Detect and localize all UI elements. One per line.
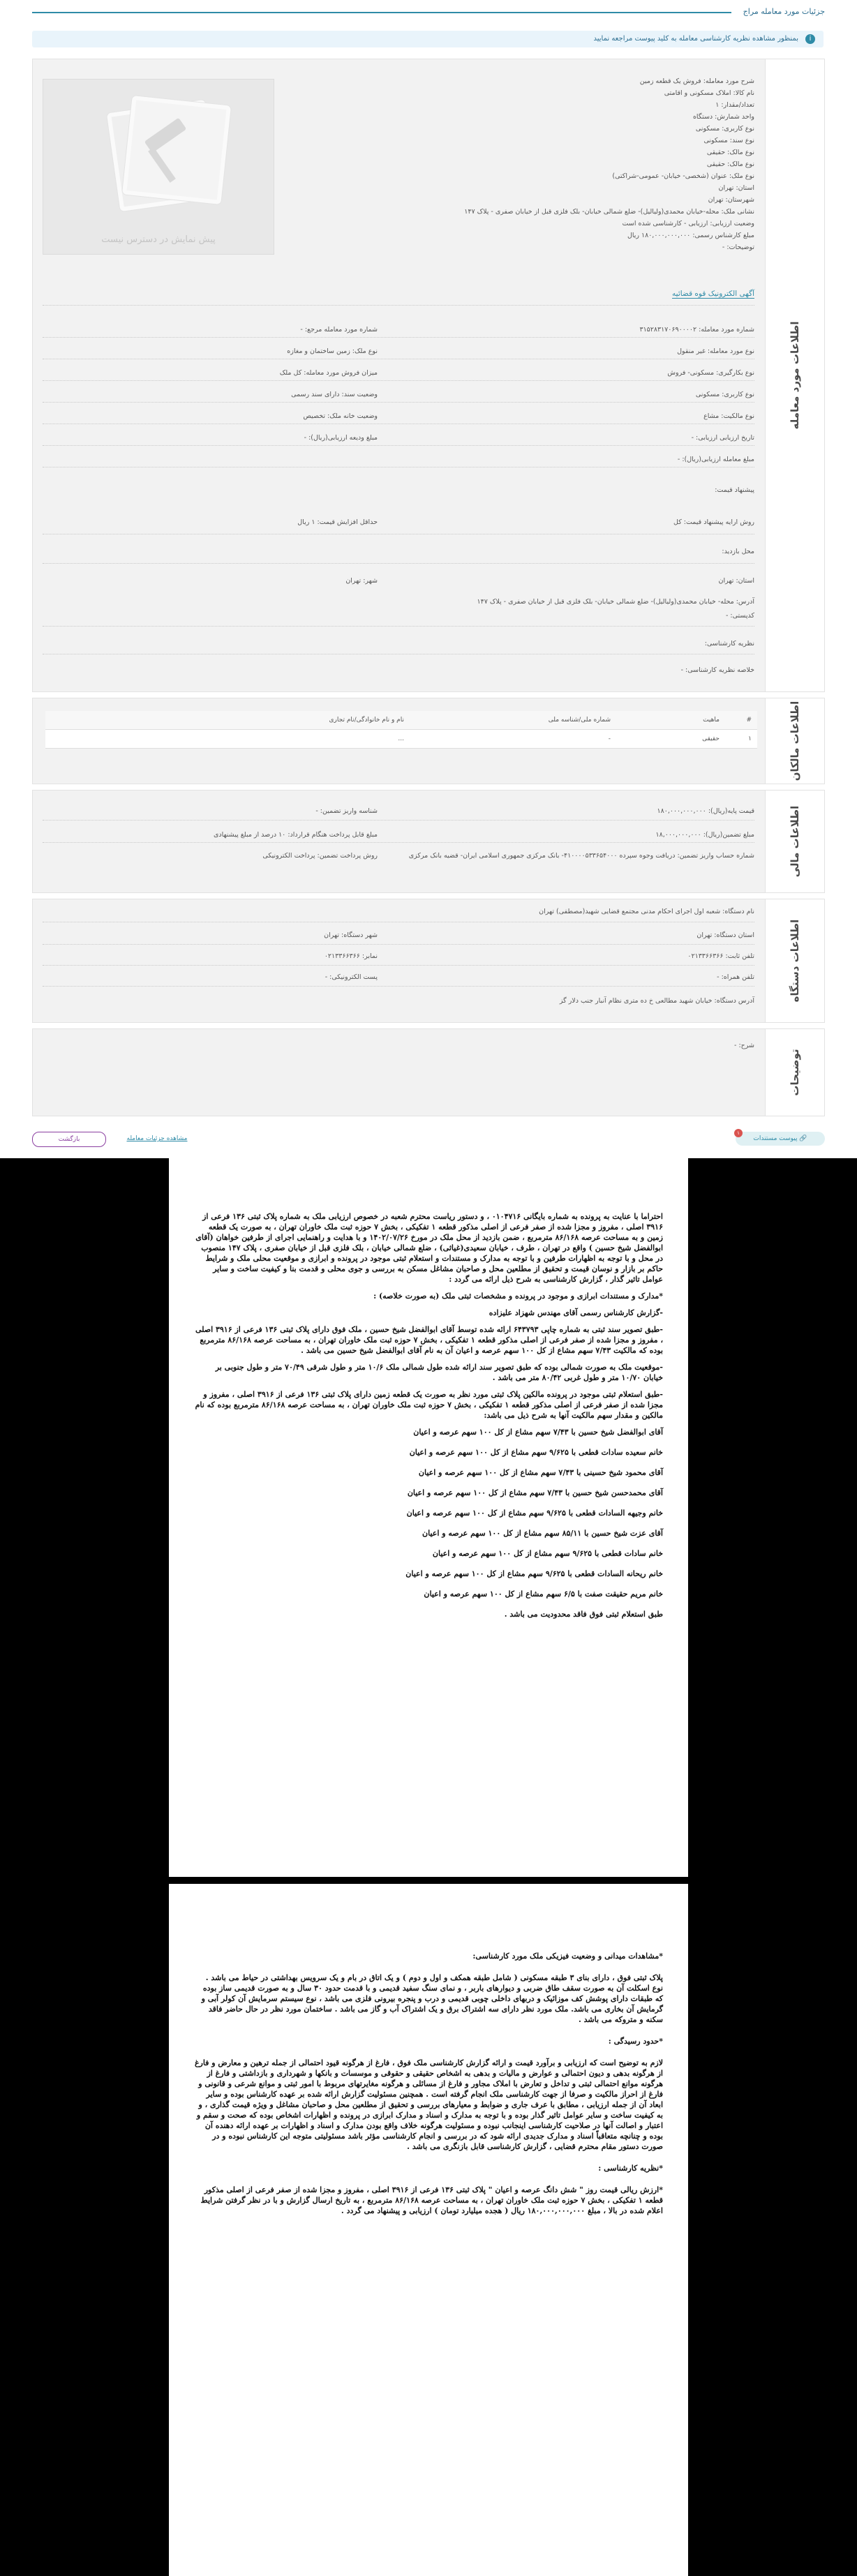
doc-heading: *مشاهدات میدانی و وضعیت فیزیکی ملک مورد کارشناسی: <box>472 1952 663 1961</box>
right-field: شماره مورد معامله: ۳۱۵۲۸۳۱۷۰۶۹۰۰۰۰۲ <box>639 326 754 334</box>
section-owners-label: اطلاعات مالکان <box>789 701 801 781</box>
section-notes-label: توضیحات <box>789 1049 801 1096</box>
section-agency-label: اطلاعات دستگاه <box>789 919 801 1003</box>
deal-line: مبلغ کارشناس رسمی: ۱۸۰,۰۰۰,۰۰۰,۰۰۰ ریال <box>627 232 754 239</box>
doc-paragraph: -طبق استعلام ثبتی موجود در پرونده مالکین پلاک ثبتی مورد نظر به صورت یک قطعه زمین دارای پلاک ثبتی ۱۳۶ فرعی از ۳۹۱۶ اصلی ، مفروز و مجزا شده از صفر فرعی از اصلی مذکور قطعه ۱ تفکیکی ، بخش ۷ حوزه ثبت ملک خاوران تهران ، به مساحت عرصه ۸۶/۱۶۸ مترمربع بوده که نام مالکین و مقدار سهم مالکیت آنها به شرح ذیل می باشد: <box>195 1390 663 1420</box>
document-viewer[interactable] <box>0 1158 857 2576</box>
agency-fax: نمابر: ۰۲۱۳۳۶۶۳۶۶ <box>324 952 378 960</box>
cell: حقیقی <box>616 730 725 749</box>
col-type: ماهیت <box>616 711 725 730</box>
section-financial-label: اطلاعات مالی <box>789 805 801 878</box>
doc-heading: *نظریه کارشناسی : <box>598 2164 663 2173</box>
divider <box>43 563 754 564</box>
divider <box>43 534 754 535</box>
section-deal-info <box>32 59 825 692</box>
offer-increase: حداقل افزایش قیمت: ۱ ریال <box>297 518 378 526</box>
attachments-button[interactable] <box>736 1132 825 1146</box>
offer-title: پیشنهاد قیمت: <box>715 486 754 494</box>
title-underline <box>32 12 731 13</box>
deposit-id: شناسه واریز تضمین: - <box>315 807 378 815</box>
location-title: محل بازدید: <box>722 548 754 555</box>
info-icon: i <box>805 34 815 44</box>
location-city: شهر: تهران <box>345 577 378 585</box>
attachments-label: پیوست مستندات <box>753 1135 798 1142</box>
deal-line: نوع کاربری: مسکونی <box>695 125 754 133</box>
doc-owner-line: خانم وجیهه السادات قطعی با ۹/۶۲۵ سهم مشاع از کل ۱۰۰ سهم عرصه و اعیان <box>406 1508 663 1518</box>
agency-name: نام دستگاه: شعبه اول اجرای احکام مدنی مجتمع قضایی شهید(مصطفی) تهران <box>539 908 754 915</box>
doc-owner-line: طبق استعلام ثبتی فوق فاقد محدودیت می باشد . <box>504 1610 663 1619</box>
divider <box>43 986 754 987</box>
deal-line: توضیحات: - <box>722 244 754 251</box>
deal-line: واحد شمارش: دستگاه <box>692 113 754 121</box>
divider <box>43 820 754 821</box>
divider <box>43 402 754 403</box>
section-owners <box>32 698 825 784</box>
base-price: قیمت پایه(ریال): ۱۸۰,۰۰۰,۰۰۰,۰۰۰ <box>657 807 754 815</box>
deal-line: شهرستان: تهران <box>708 196 754 204</box>
doc-owner-line: آقای عزت شیخ حسین با ۸۵/۱۱ سهم مشاع از کل ۱۰۰ سهم عرصه و اعیان <box>422 1529 663 1538</box>
doc-paragraph: -موقعیت ملک به صورت شمالی بوده که طبق تصویر سند ارائه شده طول شمالی ملک ۱۰/۶ متر و طول شرقی ۷۰/۴۹ متر و طول جنوبی بر خیابان ۱۰/۷۰ متر و طول غربی ۸۰/۴۲ متر می باشد . <box>215 1363 663 1382</box>
document-page-1 <box>169 1158 688 1877</box>
contract-payment: مبلغ قابل پرداخت هنگام قرارداد: ۱۰ درصد از مبلغ پیشنهادی <box>213 831 378 839</box>
judiciary-ad-link[interactable]: آگهی الکترونیک قوه قضائیه <box>672 290 754 298</box>
deal-line: نوع سند: مسکونی <box>703 137 754 144</box>
divider <box>43 445 754 447</box>
notice-text: بمنظور مشاهده نظریه کارشناسی معامله به کلید پیوست مراجعه نمایید <box>593 35 798 43</box>
section-deal-info-label: اطلاعات مورد معامله <box>789 321 801 430</box>
expert-title: نظریه کارشناسی: <box>704 640 754 647</box>
action-bar <box>0 1130 857 1158</box>
left-field: شماره مورد معامله مرجع: - <box>300 326 378 334</box>
photo-caption: پیش نمایش در دسترس نیست <box>101 234 216 245</box>
page-title: جزئیات مورد معامله مراج <box>743 7 825 16</box>
table-row <box>45 730 757 749</box>
deal-line: وضعیت ارزیابی: ارزیابی - کارشناسی شده است <box>622 220 754 227</box>
deal-line: نوع مالک: حقیقی <box>706 160 754 168</box>
location-postal: کدپستی: - <box>725 612 754 620</box>
divider <box>43 424 754 425</box>
property-photo-placeholder <box>43 79 274 255</box>
doc-paragraph: احتراما با عنایت به پرونده به شماره بایگانی ۰۱۰۴۷۱۶ ، و دستور ریاست محترم شعبه در خصوص ارزیابی ملک به شماره پلاک ثبتی ۱۳۶ فرعی از ۳۹۱۶ اصلی ، مفروز و مجزا شده از صفر فرعی از اصلی مذکور قطعه ۱ تفکیکی ، بخش ۷ حوزه ثبت ملک خاوران تهران ، به صورت یک قطعه زمین و به مساحت عرصه ۸۶/۱۶۸ مترمربع ، ضمن بازدید از محل ملک در مورخ ۱۴۰۲/۰۷/۲۶ و با هدایت و راهنمایی اجرای از طرفین خواهان (آقای ابوالفضل شیخ حسین ) واقع در تهران ، طرف ، خیابان سعیدی(غیاثی) ، ضلع شمالی خیابان ، بلک فلزی قبل از خیابان صفری ، پلاک ۱۴۷ منصوب در محل و با توجه به اظهارات طرفین و با توجه به مدارک و مستندات و استعلام ثبتی موجود در پرونده و ابرازی و موقعیت محلی ملک و شرایط حاکم بر بازار و نوسان قیمت و تحقیق از مطلعین محل و صاحبان مشاغل مسکن به بررسی و جوی محلی و قدمت بنا و کیفیت ساخت و سایر عوامل تاثیر گذار ، گزارش کارشناسی به شرح ذیل ارائه می گردد : <box>195 1212 663 1284</box>
col-national-id: شماره ملی/شناسه ملی <box>410 711 616 730</box>
right-field: تاریخ ارزیابی ارزیابی: - <box>691 434 754 442</box>
doc-paragraph: -گزارش کارشناس رسمی آقای مهندس شهزاد علیزاده <box>489 1308 663 1317</box>
divider <box>43 380 754 382</box>
owners-table <box>45 711 757 749</box>
agency-email: پست الکترونیکی: - <box>325 973 378 981</box>
agency-mobile: تلفن همراه: - <box>717 973 754 981</box>
doc-owner-line: خانم مریم حقیقت صفت با ۶/۵ سهم مشاع از کل ۱۰۰ سهم عرصه و اعیان <box>424 1589 663 1598</box>
doc-paragraph: -طبق تصویر سند ثبتی به شماره چاپی ۶۴۳۷۹۳ ارائه شده توسط آقای ابوالفضل شیخ حسین ، ملک فوق دارای پلاک ثبتی ۱۳۶ فرعی از ۳۹۱۶ اصلی ، مفروز و مجزا شده از صفر فرعی از اصلی مذکور قطعه ۱ تفکیکی ، بخش ۷ حوزه ثبت ملک خاوران تهران ، به مساحت عرصه ۸۶/۱۶۸ مترمربع بوده که مالکیت ۷/۴۳ سهم مشاع از کل ۱۰۰ سهم عرصه و اعیان آن به نام آقای ابوالفضل شیخ حسین می باشد . <box>195 1325 663 1355</box>
document-page-2-text <box>194 1951 663 2222</box>
divider <box>43 842 754 844</box>
deal-line: نوع مالک: حقیقی <box>706 149 754 156</box>
section-agency-side <box>765 899 824 1022</box>
left-field: نوع ملک: زمین ساختمان و مغازه <box>287 347 378 355</box>
doc-owner-line: آقای محمود شیخ حسینی با ۷/۴۳ سهم مشاع از کل ۱۰۰ سهم عرصه و اعیان <box>418 1468 663 1477</box>
divider <box>43 654 754 655</box>
left-field: میزان فروش مورد معامله: کل ملک <box>279 369 378 377</box>
doc-owner-line: آقای ابوالفضل شیخ حسین با ۷/۴۳ سهم مشاع از کل ۱۰۰ سهم عرصه و اعیان <box>413 1428 663 1437</box>
document-page-1-text <box>194 1211 663 1626</box>
doc-owner-line: خانم سعیده سادات قطعی با ۹/۶۲۵ سهم مشاع از کل ۱۰۰ سهم عرصه و اعیان <box>409 1448 663 1457</box>
left-field: وضعیت سند: دارای سند رسمی <box>291 391 378 398</box>
deposit-amount: مبلغ تضمین(ریال): ۱۸,۰۰۰,۰۰۰,۰۰۰ <box>655 831 754 839</box>
section-deal-info-side <box>765 59 824 691</box>
cell: ... <box>45 730 410 749</box>
right-field: نوع مورد معامله: غیر منقول <box>677 347 754 355</box>
divider <box>43 305 754 306</box>
section-notes <box>32 1028 825 1116</box>
cell: - <box>410 730 616 749</box>
location-address: آدرس: محله- خیابان محمدی(ولیالیل)- ضلع شمالی خیابان- بلک فلزی قبل از خیابان صفری - پلاک ۱۴۷ <box>477 598 754 606</box>
agency-address: آدرس دستگاه: خیابان شهید مطالعی خ ده متری نظام آنبار جنب دلار گز <box>559 997 754 1005</box>
deal-line: تعداد/مقدار: ۱ <box>715 101 754 109</box>
attachments-badge: ۱ <box>734 1129 743 1137</box>
left-field: مبلغ ودیعه ارزیابی(ریال): - <box>304 434 378 442</box>
notice-banner <box>32 31 824 47</box>
doc-paragraph: *مدارک و مستندات ابرازی و موجود در پرونده و مشخصات ثبتی ملک (به صورت خلاصه) : <box>373 1291 663 1301</box>
doc-owner-line: آقای محمدحسن شیخ حسین با ۷/۴۳ سهم مشاع از کل ۱۰۰ سهم عرصه و اعیان <box>407 1488 663 1497</box>
cell: ۱ <box>725 730 757 749</box>
expert-summary: خلاصه نظریه کارشناسی: - <box>680 666 754 674</box>
deposit-account: شماره حساب واریز تضمین: دریافت وجوه سپرده ۴۱۰۰۰۰۵۳۳۶۵۴۰۰۰- بانک مرکزی جمهوری اسلامی ایران- قضیه بانک مرکزی <box>408 852 754 860</box>
document-icon <box>122 96 231 204</box>
divider <box>43 944 754 945</box>
left-field: وضعیت خانه ملک: تخصیص <box>303 412 378 420</box>
deal-line: نشانی ملک: محله-خیابان محمدی(ولیالیل)- ضلع شمالی خیابان- بلک فلزی قبل از خیابان صفری - پلاک ۱۴۷ <box>464 208 754 216</box>
divider <box>43 359 754 360</box>
agency-city: شهر دستگاه: تهران <box>324 931 378 939</box>
col-index: # <box>725 711 757 730</box>
section-owners-side <box>765 698 824 784</box>
offer-method: روش ارایه پیشنهاد قیمت: کل <box>673 518 754 526</box>
right-field: نوع بکارگیری: مسکونی- فروش <box>667 369 754 377</box>
section-agency <box>32 899 825 1023</box>
doc-paragraph: لازم به توضیح است که ارزیابی و برآورد قیمت و ارائه گزارش کارشناسی ملک فوق ، فارغ از هرگونه قیود احتمالی از جمله ترهین و معارض و فارغ از هرگونه بدهی و دیون احتمالی و عوارض و مالیات و بدهی به اشخاص حقیقی و حقوقی و موسسات و بانکها و شهرداری و بازداشتی و فارغ از هرگونه موانع احتمالی ثبتی و تداخل و تعارض با املاک مجاور و فارغ از مسائلی و هرگونه مغایرتهای مربوط با امور ثبتی و موانع شرعی و قانونی و فارغ از احراز مالکیت و صرفا از جهت کارشناسی ملک انجام گرفته است . همچنین مسئولیت گزارش ارائه شده بر عهده کارشناس بوده و سایر ابعاد آن از جمله ارزیابی ، مطابق با عرف جاری و ضوابط و معیارهای بررسی و تحقیق از مطلعین محل و صاحبان مشاغل و ویژه قیمت گذاری ، و به کیفیت ساخت و سایر عوامل تاثیر گذار بوده و با توجه به مدارک و اسناد و مدارک ابرازی در پرونده و اظهارات اشخاص بوده که صحت و سقم و اعتبار و اصالت آنها در صلاحیت کارشناسی اینجانب نبوده و مسئولیت هرگونه خلاف واقع بودن مدارک و اسناد و اظهارات بر عهده ارائه دهنده آن بوده و چنانچه متعاقباً اسناد و مدارک جدیدی ارائه شود که در بررسی و انجام کارشناسی مؤثر باشد مسئولیتی متوجه این کارشناس نبوده و در صورت دستور مقام محترم قضایی ، گزارش کارشناسی قابل بازنگری می باشد . <box>194 2058 663 2151</box>
deal-line: نام کالا: املاک مسکونی و اقامتی <box>664 89 754 97</box>
section-financial-side <box>765 791 824 892</box>
document-page-2 <box>169 1884 688 2576</box>
deal-line: استان: تهران <box>718 184 754 192</box>
right-field: نوع کاربری: مسکونی <box>695 391 754 398</box>
back-button[interactable]: بازگشت <box>32 1132 106 1147</box>
agency-phone: تلفن ثابت: ۰۲۱۳۳۶۶۳۶۶ <box>687 952 754 960</box>
doc-heading: *حدود رسیدگی : <box>608 2037 663 2046</box>
deal-line: نوع ملک: عنوان (شخصی- خیابان- عمومی-شراکتی) <box>612 172 754 180</box>
deal-line: شرح مورد معامله: فروش یک قطعه زمین <box>639 77 754 85</box>
right-field: مبلغ معامله ارزیابی(ریال): - <box>677 456 754 463</box>
col-name: نام و نام خانوادگی/نام تجاری <box>45 711 410 730</box>
view-deal-details-link[interactable]: مشاهده جزئیات معامله <box>126 1135 188 1142</box>
notes-text: شرح: - <box>734 1042 754 1049</box>
doc-owner-line: خانم ریحانه السادات قطعی با ۹/۶۲۵ سهم مشاع از کل ۱۰۰ سهم عرصه و اعیان <box>405 1569 663 1578</box>
paperclip-icon: 🔗 <box>799 1135 807 1142</box>
divider <box>43 965 754 966</box>
doc-owner-line: خانم سادات قطعی با ۹/۶۲۵ سهم مشاع از کل ۱۰۰ سهم عرصه و اعیان <box>432 1549 663 1558</box>
section-notes-side <box>765 1029 824 1116</box>
deposit-method: روش پرداخت تضمین: پرداخت الکترونیکی <box>262 852 378 860</box>
divider <box>43 337 754 338</box>
doc-paragraph: پلاک ثبتی فوق ، دارای بنای ۳ طبقه مسکونی ( شامل طبقه همکف و اول و دوم ) و یک اتاق در بام و یک سرویس بهداشتی در حیاط می باشد . نوع اسکلت آن به صورت سقف طاق ضربی و دیوارهای باربر ، و نمای سنگ سفید قدیمی و با قدمت حدود ۳۰ سال و به صورت قدیمی ساز بوده که طبقات دارای پوشش کف موزائیک و دربهای داخلی چوبی قدیمی و درب و پنجره بیرونی فلزی می باشد ، نوع سیستم سرمایش آن کولر آبی و گرمایش آن بخاری می باشد. ملک مورد نظر دارای سه اشتراک برق و یک اشتراک آب و گاز می باشد . ساختمان مورد نظر در حال حاضر فاقد سکنه و متروکه می باشد . <box>201 1973 663 2024</box>
top-bar <box>0 0 857 24</box>
divider <box>43 922 754 923</box>
doc-paragraph: *ارزش ریالی قیمت روز " شش دانگ عرصه و اعیان " پلاک ثبتی ۱۳۶ فرعی از ۳۹۱۶ اصلی ، مفروز و مجزا شده از صفر فرعی از اصلی مذکور قطعه ۱ تفکیکی ، بخش ۷ حوزه ثبت ملک خاوران تهران ، به مساحت عرصه ۸۶/۱۶۸ مترمربع ، به تاریخ ارسال گزارش و با در نظر گرفتن شرایط اعلام شده در بالا ، مبلغ ۱۸۰,۰۰۰,۰۰۰,۰۰۰ ریال ( هجده میلیارد تومان ) ارزیابی و پیشنهاد می گردد . <box>200 2185 663 2215</box>
divider <box>43 626 754 627</box>
agency-province: استان دستگاه: تهران <box>696 931 754 939</box>
right-field: نوع مالکیت: مشاع <box>703 412 754 420</box>
section-financial <box>32 790 825 893</box>
divider <box>43 467 754 468</box>
table-header-row <box>45 711 757 730</box>
location-province: استان: تهران <box>718 577 754 585</box>
